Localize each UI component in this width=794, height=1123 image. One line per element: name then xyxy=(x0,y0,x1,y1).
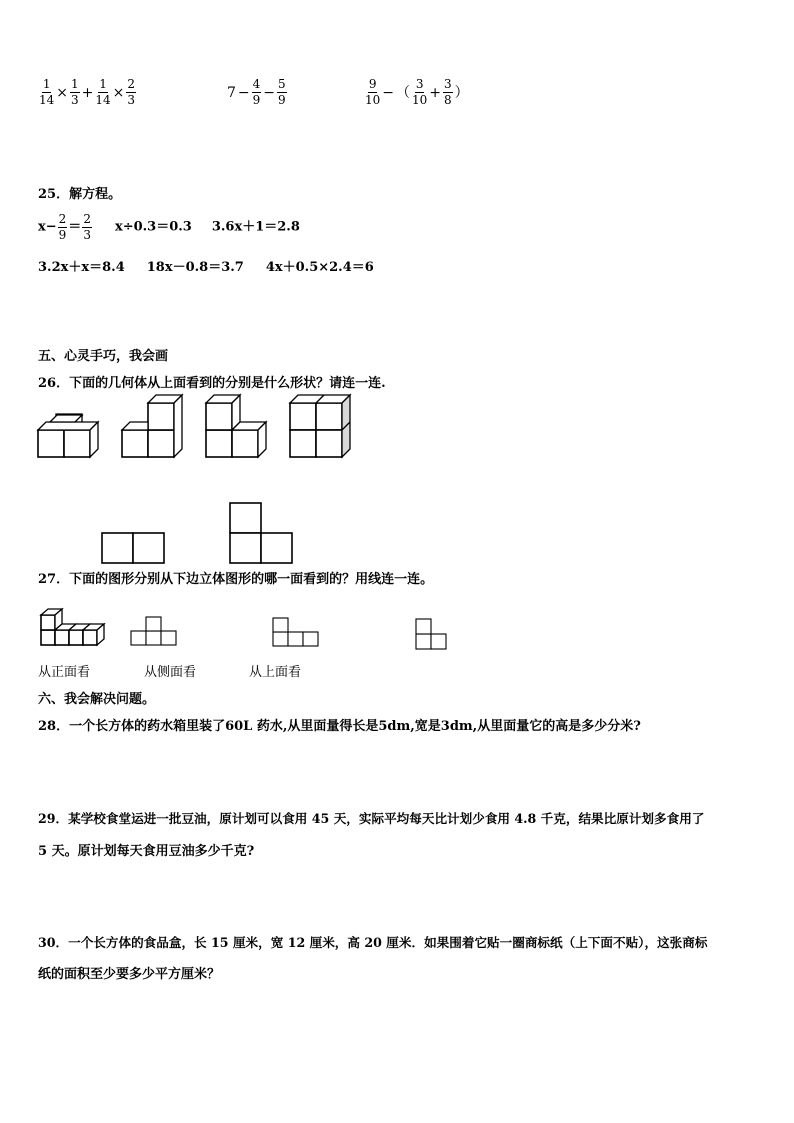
equation-5: 18x－0.8＝3.7 xyxy=(146,260,244,275)
calc-expression-2: 7 − $\frac{4}{9}$ − $\frac{5}{9}$ xyxy=(227,77,286,107)
equation-3: 3.6x＋1＝2.8 xyxy=(211,219,300,235)
fraction: $\frac{1}{14}$ xyxy=(39,77,55,107)
equation-4: 3.2x＋x＝8.4 xyxy=(38,260,125,275)
section-5-title: 五、心灵手巧，我会画 xyxy=(38,349,169,364)
fraction: $\frac{9}{10}$ xyxy=(365,77,381,107)
q30-line-1: 30．一个长方体的食品盒，长 15 厘米，宽 12 厘米，高 20 厘米．如果围着它贴一圈商标纸（上下面不贴），这张商标 xyxy=(38,935,708,950)
calc-expression-3: $\frac{9}{10}$ − （ $\frac{3}{10}$ + $\frac{3}{8}$ ） xyxy=(365,77,469,107)
q27-label-side: 从侧面看 xyxy=(144,665,197,680)
q27-label-top: 从上面看 xyxy=(249,665,302,680)
q29-line-2: 5 天。原计划每天食用豆油多少千克? xyxy=(38,844,255,859)
q26-title: 26．下面的几何体从上面看到的分别是什么形状？请连一连. xyxy=(38,376,386,391)
fraction: $\frac{3}{8}$ xyxy=(444,77,452,107)
q27-title: 27．下面的图形分别从下边立体图形的哪一面看到的？用线连一连。 xyxy=(38,572,434,587)
view-figure-2 xyxy=(273,618,318,646)
q25-title: 25．解方程。 xyxy=(38,187,122,202)
fraction: $\frac{1}{14}$ xyxy=(95,77,111,107)
section-6-title: 六、我会解决问题。 xyxy=(38,692,156,707)
fraction: $\frac{4}{9}$ xyxy=(252,77,261,107)
q28-text: 28．一个长方体的药水箱里装了60L 药水,从里面量得长是5dm,宽是3dm,从里面量它的高是多少分米? xyxy=(38,719,641,734)
fraction: $\frac{2}{3}$ xyxy=(83,212,91,242)
fraction: $\frac{2}{9}$ xyxy=(58,212,67,242)
view-figure-3 xyxy=(416,619,446,649)
equation-6: 4x＋0.5×2.4＝6 xyxy=(265,260,374,275)
q30-line-2: 纸的面积至少要多少平方厘米？ xyxy=(38,967,221,982)
fraction: $\frac{2}{3}$ xyxy=(127,77,136,107)
fraction: $\frac{1}{3}$ xyxy=(71,77,79,107)
equation-1: x− $\frac{2}{9}$ ＝ $\frac{2}{3}$ xyxy=(38,212,91,242)
view-figure-1 xyxy=(131,617,176,645)
q29-line-1: 29．某学校食堂运进一批豆油，原计划可以食用 45 天，实际平均每天比计划少食用 4.8 千克，结果比原计划多食用了 xyxy=(38,811,705,826)
equation-2: x÷0.3＝0.3 xyxy=(114,219,192,235)
q27-label-front: 从正面看 xyxy=(38,665,91,680)
calc-expression-1: $\frac{1}{14}$ × $\frac{1}{3}$ + $\frac{1}{14}$ × $\frac{2}{3}$ xyxy=(39,77,136,107)
q27-solid xyxy=(41,609,104,645)
fraction: $\frac{5}{9}$ xyxy=(278,77,286,107)
fraction: $\frac{3}{10}$ xyxy=(412,77,428,107)
